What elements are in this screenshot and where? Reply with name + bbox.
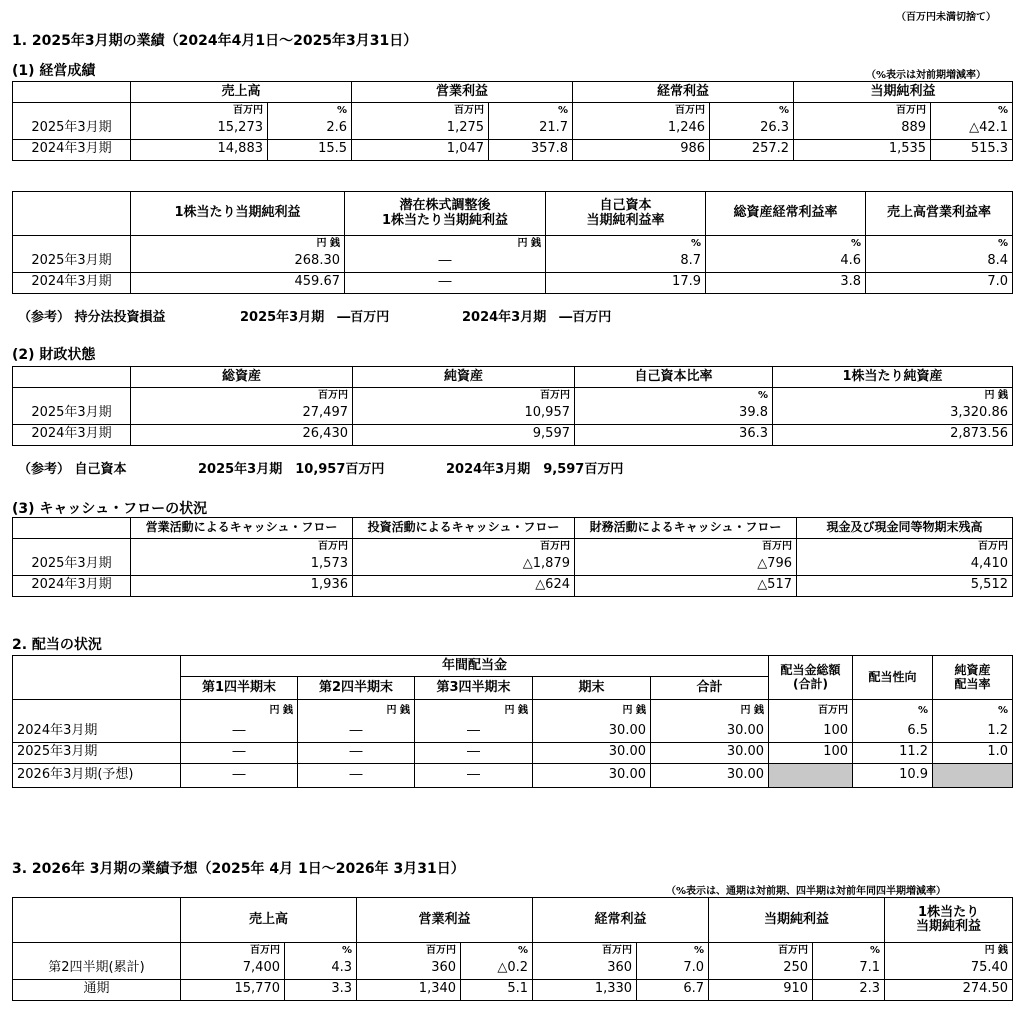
- unit-cell: 円 銭: [885, 943, 1013, 959]
- value-cell: 1,047: [352, 139, 489, 160]
- value-cell: 14,883: [131, 139, 268, 160]
- value-cell: 7,400: [181, 959, 285, 980]
- unit-cell: 百万円: [131, 388, 353, 404]
- value-cell: 4.6: [706, 252, 866, 273]
- unit-note: （百万円未満切捨て）: [896, 12, 996, 23]
- reference-label: （参考） 自己資本: [18, 462, 127, 477]
- header-net-profit: 当期純利益: [709, 898, 885, 943]
- value-cell: 459.67: [131, 272, 345, 293]
- row-label: 通期: [13, 979, 181, 1000]
- value-cell: ―: [415, 742, 533, 763]
- header-total: 合計: [651, 677, 769, 700]
- corner-cell: [13, 82, 131, 103]
- header-cash-balance: 現金及び現金同等物期末残高: [797, 518, 1013, 539]
- value-cell: 7.1: [813, 959, 885, 980]
- table-row: [13, 139, 1013, 160]
- corner-cell: [13, 192, 131, 236]
- unit-cell: 百万円: [573, 103, 710, 119]
- corner-cell: [13, 656, 181, 700]
- unit-cell: %: [853, 700, 933, 722]
- section-3-title: 3. 2026年 3月期の業績予想（2025年 4月 1日～2026年 3月31日）: [12, 861, 465, 877]
- value-cell: 30.00: [651, 763, 769, 787]
- row-label: 第2四半期(累計): [13, 959, 181, 980]
- value-cell: △42.1: [931, 119, 1013, 140]
- row-label: 2025年3月期: [13, 119, 131, 140]
- section-2-title: 2. 配当の状況: [12, 637, 102, 653]
- unit-cell: %: [866, 236, 1013, 252]
- corner-cell: [13, 898, 181, 943]
- subsection-cash-flow: (3) キャッシュ・フローの状況: [12, 501, 208, 517]
- value-cell: ―: [181, 722, 298, 743]
- header-row: [13, 82, 1013, 103]
- unit-row: [13, 700, 1013, 722]
- value-cell: 10,957: [353, 404, 575, 425]
- table-row: [13, 119, 1013, 140]
- value-cell: 10.9: [853, 763, 933, 787]
- value-cell: 8.4: [866, 252, 1013, 273]
- value-cell: 357.8: [489, 139, 573, 160]
- unit-blank: [13, 388, 131, 404]
- value-cell: 2.3: [813, 979, 885, 1000]
- value-cell: ―: [298, 763, 415, 787]
- value-cell: ―: [298, 742, 415, 763]
- value-cell: ―: [181, 763, 298, 787]
- value-cell: 3.8: [706, 272, 866, 293]
- header-diluted-eps: 潜在株式調整後 1株当たり当期純利益: [345, 192, 546, 236]
- value-cell: △1,879: [353, 555, 575, 576]
- value-cell: 30.00: [533, 763, 651, 787]
- value-cell: 268.30: [131, 252, 345, 273]
- value-cell: 1.2: [933, 722, 1013, 743]
- row-label: 2024年3月期: [13, 575, 131, 596]
- value-cell: △624: [353, 575, 575, 596]
- value-cell: 11.2: [853, 742, 933, 763]
- header-year-end: 期末: [533, 677, 651, 700]
- value-cell: 360: [357, 959, 461, 980]
- value-cell: ―: [345, 272, 546, 293]
- header-q1: 第1四半期末: [181, 677, 298, 700]
- reference-value: 2025年3月期 10,957百万円: [198, 462, 385, 477]
- value-cell: 1,340: [357, 979, 461, 1000]
- value-cell: 30.00: [533, 722, 651, 743]
- value-cell: 15.5: [268, 139, 352, 160]
- value-cell: 30.00: [651, 722, 769, 743]
- subsection-financial-position: (2) 財政状態: [12, 347, 96, 363]
- value-cell: 21.7: [489, 119, 573, 140]
- header-row: [13, 192, 1013, 236]
- value-cell: 2,873.56: [773, 424, 1013, 445]
- row-label: 2025年3月期: [13, 742, 181, 763]
- section-1-title: 1. 2025年3月期の業績（2024年4月1日～2025年3月31日）: [12, 33, 418, 49]
- unit-cell: 百万円: [533, 943, 637, 959]
- unit-cell: 百万円: [353, 388, 575, 404]
- unit-row: [13, 943, 1013, 959]
- header-row: [13, 518, 1013, 539]
- cash-flow-table: [12, 517, 1013, 597]
- forecast-change-note: （%表示は、通期は対前期、四半期は対前年同四半期増減率）: [666, 886, 947, 897]
- row-label: 2024年3月期: [13, 722, 181, 743]
- value-cell: 36.3: [575, 424, 773, 445]
- value-cell: 4.3: [285, 959, 357, 980]
- unit-cell: 円 銭: [131, 236, 345, 252]
- value-cell: 17.9: [546, 272, 706, 293]
- unit-cell: %: [285, 943, 357, 959]
- value-cell: ―: [298, 722, 415, 743]
- value-cell: 9,597: [353, 424, 575, 445]
- unit-cell: %: [637, 943, 709, 959]
- header-sales: 売上高: [181, 898, 357, 943]
- unit-cell: 円 銭: [298, 700, 415, 722]
- unit-cell: 百万円: [181, 943, 285, 959]
- unit-row: [13, 236, 1013, 252]
- unit-cell: 百万円: [797, 539, 1013, 555]
- header-investing-cf: 投資活動によるキャッシュ・フロー: [353, 518, 575, 539]
- unit-row: [13, 103, 1013, 119]
- table-row: [13, 742, 1013, 763]
- table-row: [13, 272, 1013, 293]
- value-cell: 1,330: [533, 979, 637, 1000]
- value-cell: 100: [769, 722, 853, 743]
- value-cell: △0.2: [461, 959, 533, 980]
- value-cell: 274.50: [885, 979, 1013, 1000]
- value-cell: 1,936: [131, 575, 353, 596]
- unit-blank: [13, 943, 181, 959]
- reference-value: 2024年3月期 ―百万円: [462, 310, 612, 325]
- value-cell: 4,410: [797, 555, 1013, 576]
- value-cell: 7.0: [637, 959, 709, 980]
- reference-equity: [18, 458, 718, 476]
- header-financing-cf: 財務活動によるキャッシュ・フロー: [575, 518, 797, 539]
- row-label: 2024年3月期: [13, 139, 131, 160]
- shaded-cell: [769, 763, 853, 787]
- table-row: [13, 424, 1013, 445]
- unit-row: [13, 539, 1013, 555]
- row-label: 2024年3月期: [13, 272, 131, 293]
- row-label: 2024年3月期: [13, 424, 131, 445]
- row-label: 2025年3月期: [13, 252, 131, 273]
- value-cell: 910: [709, 979, 813, 1000]
- value-cell: 360: [533, 959, 637, 980]
- shaded-cell: [933, 763, 1013, 787]
- value-cell: 2.6: [268, 119, 352, 140]
- unit-cell: 百万円: [131, 539, 353, 555]
- unit-cell: %: [710, 103, 794, 119]
- header-roa: 総資産経常利益率: [706, 192, 866, 236]
- unit-cell: 百万円: [357, 943, 461, 959]
- value-cell: 6.5: [853, 722, 933, 743]
- unit-cell: 百万円: [353, 539, 575, 555]
- value-cell: 30.00: [533, 742, 651, 763]
- unit-cell: %: [933, 700, 1013, 722]
- unit-cell: %: [706, 236, 866, 252]
- value-cell: 30.00: [651, 742, 769, 763]
- header-payout-ratio: 配当性向: [853, 656, 933, 700]
- header-total-assets: 総資産: [131, 367, 353, 388]
- unit-cell: %: [546, 236, 706, 252]
- header-net-assets: 純資産: [353, 367, 575, 388]
- value-cell: 8.7: [546, 252, 706, 273]
- table-row: [13, 575, 1013, 596]
- unit-cell: 百万円: [575, 539, 797, 555]
- reference-equity-method: [18, 306, 718, 324]
- value-cell: 39.8: [575, 404, 773, 425]
- value-cell: 26.3: [710, 119, 794, 140]
- value-cell: 1,246: [573, 119, 710, 140]
- table-row: [13, 763, 1013, 787]
- value-cell: 27,497: [131, 404, 353, 425]
- reference-label: （参考） 持分法投資損益: [18, 310, 166, 325]
- value-cell: △796: [575, 555, 797, 576]
- unit-blank: [13, 539, 131, 555]
- unit-cell: 百万円: [794, 103, 931, 119]
- unit-cell: %: [461, 943, 533, 959]
- header-annual-dividend: 年間配当金: [181, 656, 769, 677]
- header-dividend-on-equity: 純資産 配当率: [933, 656, 1013, 700]
- value-cell: 986: [573, 139, 710, 160]
- row-label: 2025年3月期: [13, 555, 131, 576]
- subsection-operating-results: (1) 経営成績: [12, 63, 96, 79]
- row-label: 2025年3月期: [13, 404, 131, 425]
- value-cell: 26,430: [131, 424, 353, 445]
- value-cell: 1,573: [131, 555, 353, 576]
- header-bps: 1株当たり純資産: [773, 367, 1013, 388]
- value-cell: ―: [415, 763, 533, 787]
- header-sales: 売上高: [131, 82, 352, 103]
- value-cell: 1,275: [352, 119, 489, 140]
- value-cell: 7.0: [866, 272, 1013, 293]
- value-cell: 1,535: [794, 139, 931, 160]
- unit-cell: %: [813, 943, 885, 959]
- unit-cell: 円 銭: [415, 700, 533, 722]
- dividends-table: [12, 655, 1013, 788]
- header-ordinary-profit: 経常利益: [573, 82, 794, 103]
- change-rate-note: （%表示は対前期増減率）: [866, 70, 987, 81]
- unit-cell: 百万円: [352, 103, 489, 119]
- unit-cell: 円 銭: [651, 700, 769, 722]
- header-q3: 第3四半期末: [415, 677, 533, 700]
- value-cell: 515.3: [931, 139, 1013, 160]
- table-row: [13, 252, 1013, 273]
- header-operating-profit: 営業利益: [357, 898, 533, 943]
- unit-cell: 百万円: [769, 700, 853, 722]
- reference-value: 2024年3月期 9,597百万円: [446, 462, 624, 477]
- table-row: [13, 959, 1013, 980]
- unit-cell: 円 銭: [533, 700, 651, 722]
- unit-blank: [13, 103, 131, 119]
- table-row: [13, 555, 1013, 576]
- value-cell: 1.0: [933, 742, 1013, 763]
- row-label: 2026年3月期(予想): [13, 763, 181, 787]
- table-row: [13, 722, 1013, 743]
- table-row: [13, 979, 1013, 1000]
- header-operating-margin: 売上高営業利益率: [866, 192, 1013, 236]
- unit-cell: 百万円: [709, 943, 813, 959]
- value-cell: ―: [415, 722, 533, 743]
- value-cell: 3.3: [285, 979, 357, 1000]
- header-ordinary-profit: 経常利益: [533, 898, 709, 943]
- unit-cell: 円 銭: [773, 388, 1013, 404]
- value-cell: 100: [769, 742, 853, 763]
- operating-results-table: [12, 81, 1013, 161]
- header-eps: 1株当たり 当期純利益: [885, 898, 1013, 943]
- value-cell: 5.1: [461, 979, 533, 1000]
- unit-cell: 円 銭: [345, 236, 546, 252]
- header-q2: 第2四半期末: [298, 677, 415, 700]
- corner-cell: [13, 518, 131, 539]
- value-cell: ―: [345, 252, 546, 273]
- value-cell: 3,320.86: [773, 404, 1013, 425]
- unit-cell: %: [268, 103, 352, 119]
- header-dividend-total: 配当金総額 (合計): [769, 656, 853, 700]
- value-cell: 6.7: [637, 979, 709, 1000]
- header-operating-cf: 営業活動によるキャッシュ・フロー: [131, 518, 353, 539]
- unit-cell: 円 銭: [181, 700, 298, 722]
- value-cell: 257.2: [710, 139, 794, 160]
- unit-cell: 百万円: [131, 103, 268, 119]
- unit-cell: %: [489, 103, 573, 119]
- value-cell: 15,273: [131, 119, 268, 140]
- value-cell: △517: [575, 575, 797, 596]
- value-cell: 15,770: [181, 979, 285, 1000]
- value-cell: 75.40: [885, 959, 1013, 980]
- value-cell: 889: [794, 119, 931, 140]
- table-row: [13, 404, 1013, 425]
- header-operating-profit: 営業利益: [352, 82, 573, 103]
- header-net-profit: 当期純利益: [794, 82, 1013, 103]
- unit-blank: [13, 700, 181, 722]
- unit-cell: %: [931, 103, 1013, 119]
- header-roe: 自己資本 当期純利益率: [546, 192, 706, 236]
- forecast-table: [12, 897, 1013, 1001]
- header-row: [13, 656, 1013, 677]
- value-cell: 5,512: [797, 575, 1013, 596]
- per-share-ratios-table: [12, 191, 1013, 294]
- reference-value: 2025年3月期 ―百万円: [240, 310, 390, 325]
- corner-cell: [13, 367, 131, 388]
- unit-cell: %: [575, 388, 773, 404]
- header-equity-ratio: 自己資本比率: [575, 367, 773, 388]
- header-row: [13, 367, 1013, 388]
- header-eps: 1株当たり当期純利益: [131, 192, 345, 236]
- unit-row: [13, 388, 1013, 404]
- financial-position-table: [12, 366, 1013, 446]
- value-cell: 250: [709, 959, 813, 980]
- unit-blank: [13, 236, 131, 252]
- header-row: [13, 898, 1013, 943]
- value-cell: ―: [181, 742, 298, 763]
